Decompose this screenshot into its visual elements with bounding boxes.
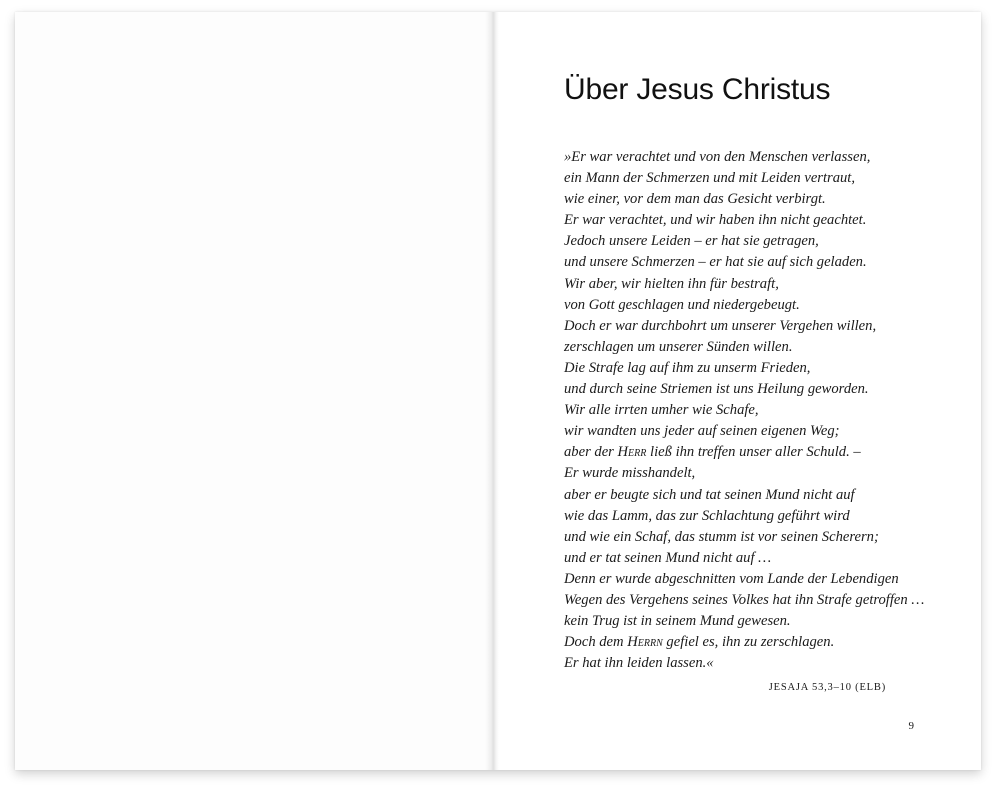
quote-line: Er hat ihn leiden lassen.« bbox=[564, 655, 714, 672]
quote-line: und er tat seinen Mund nicht auf … bbox=[564, 549, 772, 566]
quote-line: Wir alle irrten umher wie Schafe, bbox=[564, 402, 759, 419]
quote-line: »Er war verachtet und von den Menschen verlassen, bbox=[564, 149, 871, 165]
quote-fragment: aber der bbox=[564, 444, 618, 461]
quote-line: Er wurde misshandelt, bbox=[564, 465, 696, 482]
quote-line: von Gott geschlagen und niedergebeugt. bbox=[564, 296, 800, 313]
page-number: 9 bbox=[908, 720, 914, 732]
book-gutter bbox=[485, 12, 499, 770]
quote-fragment: ließ ihn treffen unser aller Schuld. – bbox=[646, 444, 861, 461]
page-title: Über Jesus Christus bbox=[564, 73, 831, 106]
quote-line: Die Strafe lag auf ihm zu unserm Frieden, bbox=[564, 359, 811, 376]
quote-fragment: Doch dem bbox=[564, 634, 628, 651]
quote-text bbox=[564, 147, 964, 674]
left-page bbox=[15, 12, 493, 770]
quote-line: und unsere Schmerzen – er hat sie auf sich geladen. bbox=[564, 254, 867, 271]
quote-line: und durch seine Striemen ist uns Heilung geworden. bbox=[564, 381, 869, 398]
divine-name: Herr bbox=[617, 444, 647, 461]
quote-line: ein Mann der Schmerzen und mit Leiden vertraut, bbox=[564, 170, 856, 187]
divine-name: Herrn bbox=[627, 634, 663, 651]
quote-line: Er war verachtet, und wir haben ihn nicht geachtet. bbox=[564, 212, 867, 229]
quote-line bbox=[564, 632, 964, 653]
quote-line: Jedoch unsere Leiden – er hat sie getragen, bbox=[564, 233, 819, 250]
quote-line: Wegen des Vergehens seines Volkes hat ihn Strafe getroffen … bbox=[564, 591, 925, 608]
quote-line: zerschlagen um unserer Sünden willen. bbox=[564, 338, 793, 355]
quote-line: und wie ein Schaf, das stumm ist vor seinen Scherern; bbox=[564, 528, 879, 545]
quote-line: aber er beugte sich und tat seinen Mund nicht auf bbox=[564, 486, 855, 503]
quote-line: Wir aber, wir hielten ihn für bestraft, bbox=[564, 275, 779, 292]
quote-line: Doch er war durchbohrt um unserer Vergehen willen, bbox=[564, 317, 877, 334]
quote-line bbox=[564, 442, 964, 463]
quote-line: wie einer, vor dem man das Gesicht verbirgt. bbox=[564, 191, 826, 208]
quote-line: wie das Lamm, das zur Schlachtung geführt wird bbox=[564, 507, 850, 524]
scripture-reference: JESAJA 53,3–10 (ELB) bbox=[768, 682, 886, 693]
quote-line: wir wandten uns jeder auf seinen eigenen Weg; bbox=[564, 423, 840, 440]
quote-fragment: gefiel es, ihn zu zerschlagen. bbox=[662, 634, 835, 651]
quote-line: kein Trug ist in seinem Mund gewesen. bbox=[564, 613, 791, 630]
quote-line: Denn er wurde abgeschnitten vom Lande der Lebendigen bbox=[564, 570, 899, 587]
